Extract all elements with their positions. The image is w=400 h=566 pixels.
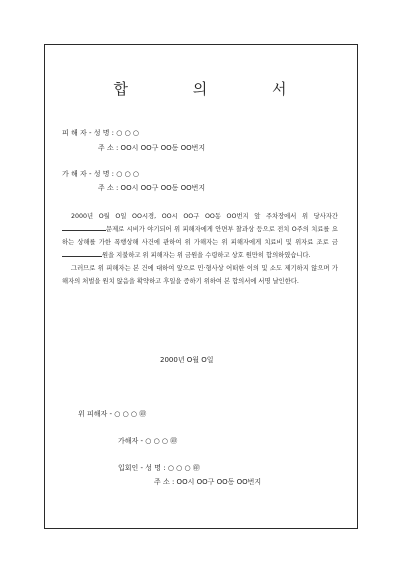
offender-name-line: 가 해 자 - 성 명 : ○ ○ ○ [62, 170, 140, 178]
agreement-paragraph-1 [62, 210, 338, 262]
body-text-segment: 원을 지불하고 위 피해자는 위 금원을 수령하고 상호 원만히 합의하였습니다. [102, 252, 311, 259]
agreement-body [62, 210, 338, 288]
blank-line-amount [62, 250, 102, 257]
blank-line-dispute-topic [62, 224, 106, 231]
signature-witness: 입회인 - 성 명 : ○ ○ ○ ㊞ [118, 464, 200, 472]
victim-address-line: 주 소 : OO시 OO구 OO동 OO번지 [98, 144, 206, 152]
witness-address-line: 주 소 : OO시 OO구 OO동 OO번지 [154, 478, 262, 486]
agreement-date: 2000년 O월 O일 [160, 356, 214, 364]
body-text-segment: 문제로 시비가 야기되어 위 피해자에게 안면부 찰과상 등으로 전치 O주의 치료를 요하는 상해를 가한 폭행상해 사건에 관하여 위 가해자는 위 피해자에게 치료비 및 위자료 조로 금 [62, 226, 338, 246]
signature-offender: 가해자 - ○ ○ ○ ㊞ [118, 437, 178, 445]
document-title: 합 의 서 [113, 80, 317, 98]
victim-name-line: 피 해 자 - 성 명 : ○ ○ ○ [62, 129, 140, 137]
signature-victim: 위 피해자 - ○ ○ ○ ㊞ [78, 410, 147, 418]
body-text-segment: 2000년 O월 O일 OO시경, OO시 OO구 OO동 OO번지 앞 주차장에서 위 당사자간 [71, 213, 338, 220]
offender-address-line: 주 소 : OO시 OO구 OO동 OO번지 [98, 184, 206, 192]
agreement-paragraph-2: 그러므로 위 피해자는 본 건에 대하여 앞으로 민·형사상 어떠한 이의 및 소도 제기하지 않으며 가해자의 처벌을 원치 않음을 확약하고 후일을 증하기 위하여 본 합의서에 서명 날인한다. [62, 265, 338, 285]
